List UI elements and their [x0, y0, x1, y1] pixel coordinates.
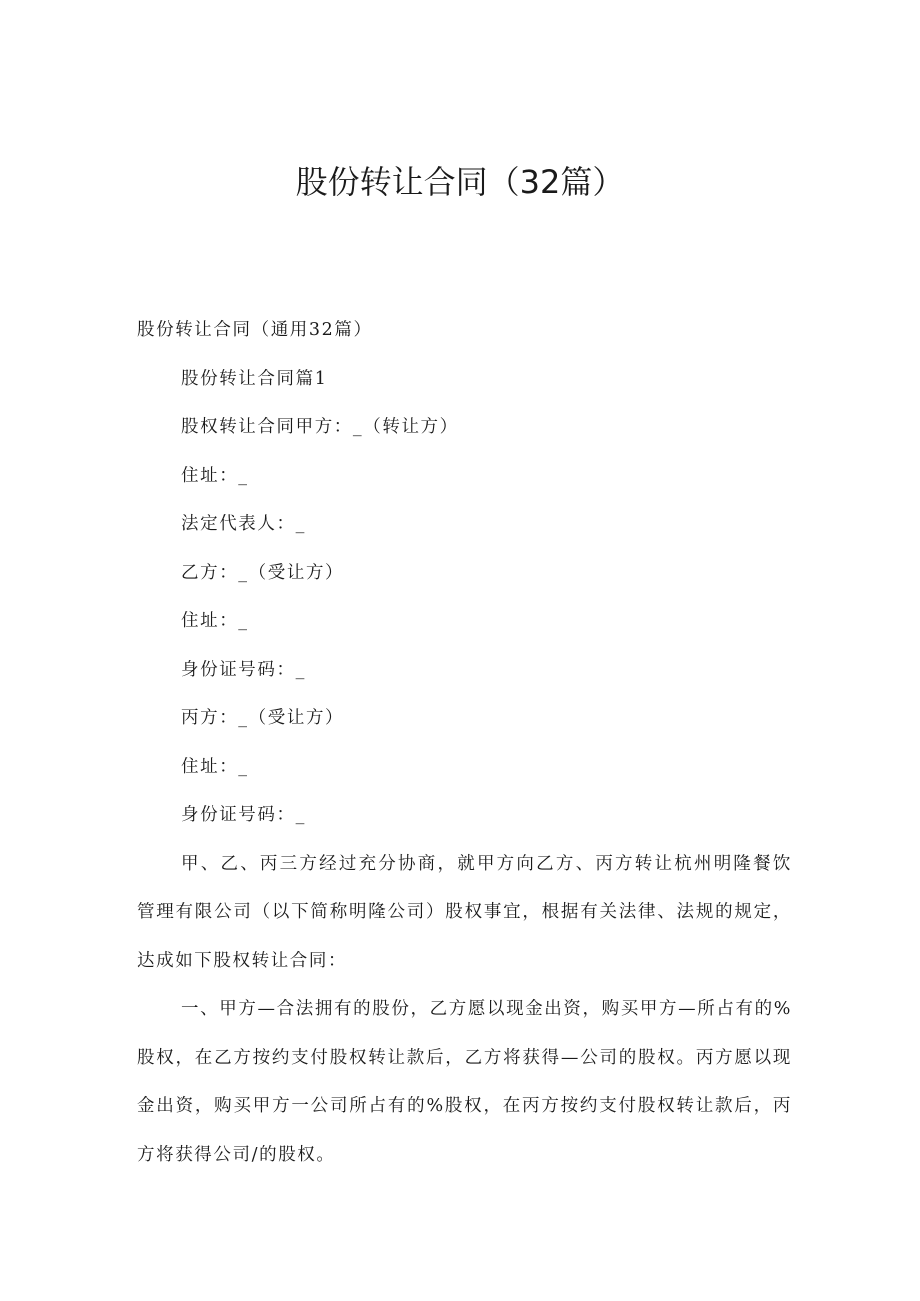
- paragraph-party-b: 乙方：_（受让方）: [181, 562, 345, 583]
- document-title: 股份转让合同（32篇）: [295, 163, 625, 201]
- paragraph-party-c-address: 住址：_: [181, 756, 249, 777]
- paragraph-clause-1: 一、甲方—合法拥有的股份，乙方愿以现金出资，购买甲方—所占有的%股权，在乙方按约支付股权转让款后，乙方将获得—公司的股权。丙方愿以现金出资，购买甲方一公司所占有的%股权，在丙方按约支付股权转让款后，丙方将获得公司/的股权。: [137, 999, 792, 1165]
- paragraph-party-b-id: 身份证号码：_: [181, 659, 306, 680]
- paragraph-party-c-id: 身份证号码：_: [181, 805, 306, 825]
- paragraph-subtitle: 股份转让合同（通用32篇）: [137, 320, 373, 340]
- document-body: [137, 306, 792, 1179]
- paragraph-party-b-address: 住址：_: [181, 611, 249, 631]
- paragraph-party-c: 丙方：_（受让方）: [181, 708, 345, 728]
- paragraph-legal-representative: 法定代表人：_: [181, 514, 306, 534]
- paragraph-preamble: 甲、乙、丙三方经过充分协商，就甲方向乙方、丙方转让杭州明隆餐饮管理有限公司（以下简称明隆公司）股权事宜，根据有关法律、法规的规定，达成如下股权转让合同：: [137, 853, 792, 971]
- paragraph-party-a-address: 住址：_: [181, 465, 249, 486]
- paragraph-section-heading: 股份转让合同篇1: [181, 368, 328, 389]
- paragraph-party-a: 股权转让合同甲方：_（转让方）: [181, 417, 459, 437]
